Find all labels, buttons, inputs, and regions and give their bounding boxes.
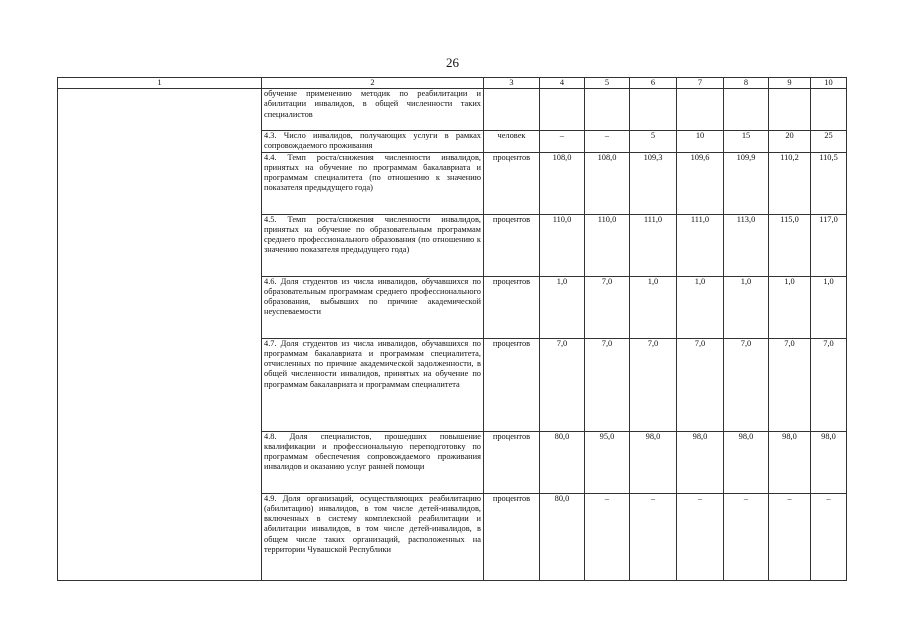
- indicator-unit: процентов: [484, 431, 540, 493]
- indicator-name: обучение применению методик по реабилитации и абилитации инвалидов, в общей численности таких специалистов: [262, 89, 484, 131]
- indicator-name: 4.9. Доля организаций, осуществляющих реабилитацию (абилитацию) инвалидов, в том числе детей-инвалидов, включенных в систему комплексной реабилитации и абилитации инвалидов, в том числе детей-инвалидов, в общем числе таких организаций, расположенных на территории Чувашской Республики: [262, 493, 484, 580]
- indicator-unit: человек: [484, 131, 540, 153]
- indicator-value: [724, 89, 769, 131]
- indicator-value: 10: [677, 131, 724, 153]
- indicator-value: 1,0: [811, 276, 847, 338]
- indicator-unit: процентов: [484, 152, 540, 214]
- indicator-value: 110,2: [769, 152, 811, 214]
- indicator-unit: процентов: [484, 338, 540, 431]
- indicator-value: 110,5: [811, 152, 847, 214]
- indicator-value: 5: [630, 131, 677, 153]
- column-header: 2: [262, 78, 484, 89]
- indicator-value: 117,0: [811, 214, 847, 276]
- indicator-value: 80,0: [540, 493, 585, 580]
- indicator-value: 7,0: [585, 276, 630, 338]
- column-header: 4: [540, 78, 585, 89]
- indicator-unit: процентов: [484, 276, 540, 338]
- indicator-value: 110,0: [585, 214, 630, 276]
- column-header: 10: [811, 78, 847, 89]
- indicator-name: 4.5. Темп роста/снижения численности инвалидов, принятых на обучение по образовательным программам среднего профессионального образования (по отношению к значению показателя предыдущего года): [262, 214, 484, 276]
- indicator-value: 1,0: [540, 276, 585, 338]
- indicator-value: 20: [769, 131, 811, 153]
- indicator-value: 111,0: [677, 214, 724, 276]
- indicator-value: 7,0: [540, 338, 585, 431]
- column-header: 8: [724, 78, 769, 89]
- indicators-table: [57, 77, 847, 581]
- indicator-value: –: [677, 493, 724, 580]
- indicator-unit: [484, 89, 540, 131]
- indicator-value: [630, 89, 677, 131]
- column-header: 6: [630, 78, 677, 89]
- indicator-value: 25: [811, 131, 847, 153]
- indicator-value: 95,0: [585, 431, 630, 493]
- indicator-value: 98,0: [811, 431, 847, 493]
- indicator-value: [769, 89, 811, 131]
- indicator-value: [540, 89, 585, 131]
- indicator-value: 1,0: [724, 276, 769, 338]
- indicator-name: 4.6. Доля студентов из числа инвалидов, обучавшихся по образовательным программам среднего профессионального образования, выбывших по причине академической неуспеваемости: [262, 276, 484, 338]
- page-number: 26: [446, 55, 459, 70]
- column-header: 9: [769, 78, 811, 89]
- indicator-value: 108,0: [540, 152, 585, 214]
- indicator-value: –: [540, 131, 585, 153]
- indicator-value: 7,0: [630, 338, 677, 431]
- indicator-value: –: [811, 493, 847, 580]
- indicator-unit: процентов: [484, 214, 540, 276]
- table-row: [58, 89, 847, 131]
- indicator-value: 7,0: [769, 338, 811, 431]
- indicator-value: 98,0: [724, 431, 769, 493]
- indicator-value: 98,0: [677, 431, 724, 493]
- indicator-value: –: [585, 493, 630, 580]
- indicator-value: –: [630, 493, 677, 580]
- empty-column-1-cell: [58, 89, 262, 581]
- indicator-value: 7,0: [585, 338, 630, 431]
- indicator-value: 98,0: [769, 431, 811, 493]
- column-header: 5: [585, 78, 630, 89]
- indicator-value: 113,0: [724, 214, 769, 276]
- indicator-name: 4.4. Темп роста/снижения численности инвалидов, принятых на обучение по программам бакалавриата и программам специалитета (по отношению к значению показателя предыдущего года): [262, 152, 484, 214]
- indicator-value: 109,9: [724, 152, 769, 214]
- indicator-value: 109,6: [677, 152, 724, 214]
- indicator-value: –: [585, 131, 630, 153]
- indicator-value: 80,0: [540, 431, 585, 493]
- indicator-value: 115,0: [769, 214, 811, 276]
- indicator-value: 7,0: [677, 338, 724, 431]
- indicator-value: 111,0: [630, 214, 677, 276]
- indicator-name: 4.7. Доля студентов из числа инвалидов, обучавшихся по программам бакалавриата и программам специалитета, отчисленных по причине академической задолженности, в общей численности инвалидов, принятых на обучение по программам бакалавриата и программам специалитета: [262, 338, 484, 431]
- column-header: 1: [58, 78, 262, 89]
- indicator-value: [677, 89, 724, 131]
- column-header: 3: [484, 78, 540, 89]
- indicator-value: 7,0: [724, 338, 769, 431]
- indicator-value: –: [769, 493, 811, 580]
- indicator-value: 1,0: [769, 276, 811, 338]
- indicator-unit: процентов: [484, 493, 540, 580]
- indicator-value: 7,0: [811, 338, 847, 431]
- indicator-name: 4.8. Доля специалистов, прошедших повышение квалификации и профессиональную переподготовку по программам обеспечения сопровождаемого проживания инвалидов и оказанию услуг ранней помощи: [262, 431, 484, 493]
- table-header-row: [58, 78, 847, 89]
- column-header: 7: [677, 78, 724, 89]
- indicator-value: 98,0: [630, 431, 677, 493]
- indicator-value: 15: [724, 131, 769, 153]
- indicator-value: 108,0: [585, 152, 630, 214]
- indicator-value: 110,0: [540, 214, 585, 276]
- indicator-value: [811, 89, 847, 131]
- indicator-value: 1,0: [630, 276, 677, 338]
- indicator-value: 109,3: [630, 152, 677, 214]
- indicator-value: [585, 89, 630, 131]
- indicator-name: 4.3. Число инвалидов, получающих услуги в рамках сопровождаемого проживания: [262, 131, 484, 153]
- indicator-value: –: [724, 493, 769, 580]
- indicator-value: 1,0: [677, 276, 724, 338]
